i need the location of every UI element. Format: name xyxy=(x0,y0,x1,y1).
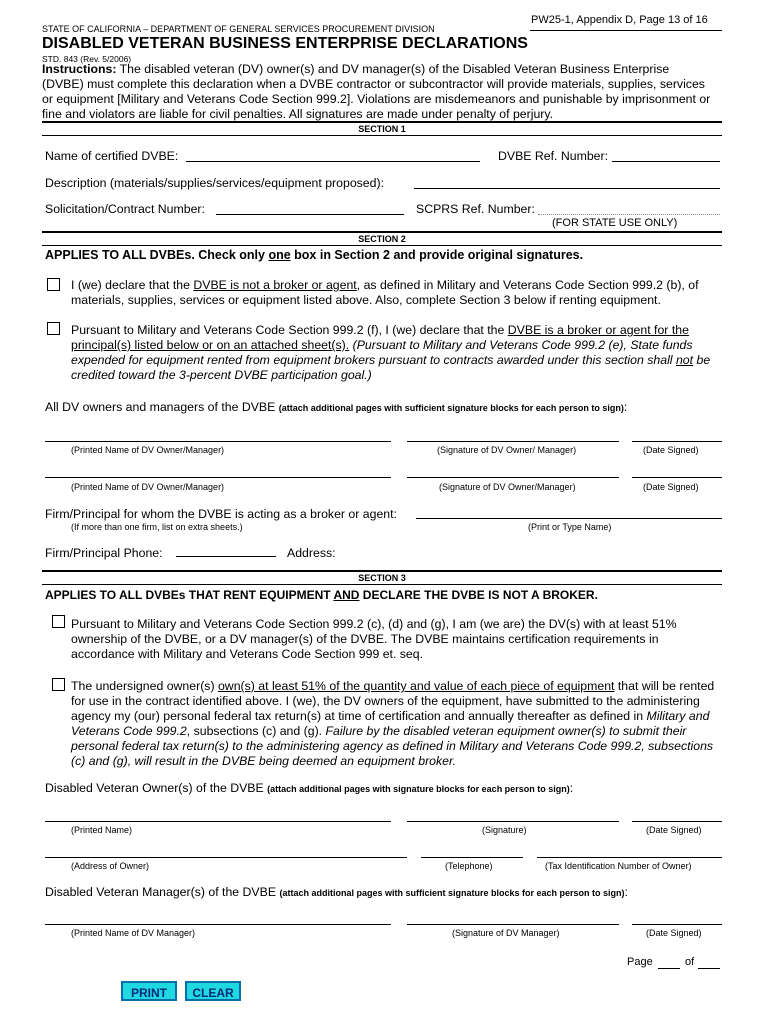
s3-owners-b: (attach additional pages with signature blocks for each person to sign) xyxy=(267,784,570,794)
owner-telephone-field[interactable] xyxy=(421,857,523,858)
dv-owner-name-field[interactable] xyxy=(45,821,391,822)
owner-name-2-field[interactable] xyxy=(45,477,391,478)
s3-date-label: (Date Signed) xyxy=(646,825,702,835)
s3-opt2-line4-i: Veterans Code 999.2 xyxy=(71,724,187,738)
owner-address-field[interactable] xyxy=(45,857,407,858)
s3-signature-label: (Signature) xyxy=(482,825,527,835)
dvbe-name-field[interactable] xyxy=(186,161,480,162)
broker-checkbox[interactable] xyxy=(47,322,60,335)
section-2-header: SECTION 2 xyxy=(42,231,722,246)
clear-button[interactable]: CLEAR xyxy=(185,981,241,1001)
s3-opt2-line5: personal federal tax return(s) to the administering agency as defined in Military and Veterans Code 999.2, subsections xyxy=(71,739,714,753)
opt1-b: , as defined in Military and Veterans Code Section 999.2 (b), of xyxy=(356,278,699,292)
mgr-printed-label: (Printed Name of DV Manager) xyxy=(71,928,196,938)
s3-opt2-line3-a: agency my (our) personal federal tax return(s) at time of certification and annually thereafter as defined in xyxy=(71,709,647,723)
s3-opt2-line6: (c) and (g), will result in the DVBE being deemed an equipment broker. xyxy=(71,754,457,768)
signature-1-label: (Signature of DV Owner/ Manager) xyxy=(437,445,577,455)
not-broker-text xyxy=(71,278,699,308)
description-field[interactable] xyxy=(414,188,720,189)
owners-managers-label xyxy=(45,400,627,416)
firm-note: (If more than one firm, list on extra sheets.) xyxy=(71,522,243,532)
dv-manager-date-field[interactable] xyxy=(632,924,722,925)
instructions-line-3: or equipment [Military and Veterans Code Section 999.2]. Violations are misdemeanors and punishable by imprisonment or xyxy=(42,92,711,106)
section-2-applies-b: box in Section 2 and provide original signatures. xyxy=(290,248,584,262)
equipment-owner-text xyxy=(71,679,714,769)
owners-c: : xyxy=(623,400,628,414)
section-3-applies-b: DECLARE THE DVBE IS NOT A BROKER. xyxy=(359,588,598,602)
s3-opt2-line2: for use in the contract identified above. I (we), the DV owners of the equipment, have submitted to the administering xyxy=(71,694,700,708)
dvbe-name-label: Name of certified DVBE: xyxy=(45,149,179,163)
solicitation-label: Solicitation/Contract Number: xyxy=(45,202,205,216)
dv-owner-signature-field[interactable] xyxy=(407,821,619,822)
s3-opt1-line1: Pursuant to Military and Veterans Code Section 999.2 (c), (d) and (g), I am (we are) the DV(s) with at least 51% xyxy=(71,617,677,631)
dvbe-ref-label: DVBE Ref. Number: xyxy=(498,149,609,163)
page-reference: PW25-1, Appendix D, Page 13 of 16 xyxy=(531,14,708,26)
rent-owner-checkbox[interactable] xyxy=(52,615,65,628)
dv-owners-label xyxy=(45,781,573,797)
firm-phone-field[interactable] xyxy=(176,556,276,557)
owner-signature-1-field[interactable] xyxy=(407,441,619,442)
broker-text xyxy=(71,323,710,383)
description-label: Description (materials/supplies/services/equipment proposed): xyxy=(45,176,384,190)
s3-opt2-u: own(s) at least 51% of the quantity and value of each piece of equipment xyxy=(217,679,615,693)
print-or-type-label: (Print or Type Name) xyxy=(528,522,612,532)
mgr-signature-label: (Signature of DV Manager) xyxy=(452,928,560,938)
address-owner-label: (Address of Owner) xyxy=(71,861,150,871)
page-label: Page xyxy=(627,956,653,968)
s3-opt1-line2: ownership of the DVBE, or a DV manager(s) of the DVBE. The DVBE maintains certification requirements in xyxy=(71,632,659,646)
equipment-owner-checkbox[interactable] xyxy=(52,678,65,691)
section-2-applies-a: APPLIES TO ALL DVBEs. Check only xyxy=(45,248,269,262)
s3-opt2-line4-b: Failure by the disabled veteran equipment owner(s) to submit their xyxy=(325,724,687,738)
tax-id-label: (Tax Identification Number of Owner) xyxy=(545,861,692,871)
firm-phone-label: Firm/Principal Phone: xyxy=(45,546,163,560)
s3-opt2-b: that will be rented xyxy=(614,679,715,693)
instructions xyxy=(42,62,742,122)
s3-opt2-line3-i: Military and xyxy=(646,709,710,723)
printed-name-1-label: (Printed Name of DV Owner/Manager) xyxy=(71,445,225,455)
firm-principal-field[interactable] xyxy=(416,518,722,519)
form-title: DISABLED VETERAN BUSINESS ENTERPRISE DECLARATIONS xyxy=(42,35,528,52)
instructions-line-4: fine and violators are liable for civil penalties. All signatures are made under penalty of perjury. xyxy=(42,107,554,121)
s3-opt2-line4-a: , subsections (c) and (g). xyxy=(186,724,326,738)
owner-name-1-field[interactable] xyxy=(45,441,391,442)
opt2-a: Pursuant to Military and Veterans Code Section 999.2 (f), I (we) declare that the xyxy=(71,323,508,337)
section-1-header: SECTION 1 xyxy=(42,121,722,136)
instructions-line-2: (DVBE) must complete this declaration when a DVBE contractor or subcontractor will provide materials, supplies, services xyxy=(42,77,705,91)
s3-opt2-a: The undersigned owner(s) xyxy=(71,679,218,693)
not-broker-checkbox[interactable] xyxy=(47,278,60,291)
owners-b: (attach additional pages with sufficient signature blocks for each person to sign) xyxy=(278,403,624,413)
rent-owner-text xyxy=(71,617,677,662)
dv-manager-signature-field[interactable] xyxy=(407,924,619,925)
signature-2-label: (Signature of DV Owner/Manager) xyxy=(439,482,576,492)
owner-tax-id-field[interactable] xyxy=(537,857,722,858)
scprs-field[interactable] xyxy=(538,214,720,215)
instructions-label: Instructions: xyxy=(42,62,117,76)
s3-managers-a: Disabled Veteran Manager(s) of the DVBE xyxy=(45,885,280,899)
form-number: STD. 843 (Rev. 5/2006) xyxy=(42,54,132,64)
s3-printed-name-label: (Printed Name) xyxy=(71,825,133,835)
date-1-label: (Date Signed) xyxy=(643,445,699,455)
s3-owners-a: Disabled Veteran Owner(s) of the DVBE xyxy=(45,781,268,795)
opt2-line3-u: not xyxy=(675,353,694,367)
telephone-label: (Telephone) xyxy=(445,861,493,871)
state-use-note: (FOR STATE USE ONLY) xyxy=(552,217,678,229)
date-2-label: (Date Signed) xyxy=(643,482,699,492)
dvbe-ref-field[interactable] xyxy=(612,161,720,162)
firm-principal-label: Firm/Principal for whom the DVBE is acting as a broker or agent: xyxy=(45,507,397,521)
opt2-line4: credited toward the 3-percent DVBE participation goal.) xyxy=(71,368,372,382)
section-3-applies-a: APPLIES TO ALL DVBEs THAT RENT EQUIPMENT xyxy=(45,588,334,602)
opt1-a: I (we) declare that the xyxy=(71,278,194,292)
owner-date-1-field[interactable] xyxy=(632,441,722,442)
mgr-date-label: (Date Signed) xyxy=(646,928,702,938)
s3-owners-c: : xyxy=(569,781,574,795)
owner-date-2-field[interactable] xyxy=(632,477,722,478)
scprs-label: SCPRS Ref. Number: xyxy=(416,202,535,216)
s3-opt1-line3: accordance with Military and Veterans Code Section 999 et. seq. xyxy=(71,647,424,661)
opt2-line2-i: (Pursuant to Military and Veterans Code 999.2 (e), State funds xyxy=(349,338,693,352)
of-label: of xyxy=(685,956,695,968)
page-number-field[interactable] xyxy=(658,968,680,969)
opt1-u: DVBE is not a broker or agent xyxy=(193,278,357,292)
instructions-line-1: The disabled veteran (DV) owner(s) and DV manager(s) of the Disabled Veteran Business Enterprise xyxy=(116,62,670,76)
owner-signature-2-field[interactable] xyxy=(407,477,619,478)
section-3-applies xyxy=(45,588,598,602)
header-rule xyxy=(530,30,722,31)
page-total-field[interactable] xyxy=(698,968,720,969)
section-2-applies xyxy=(45,248,583,262)
opt2-line3-a: expended for equipment rented from equipment brokers pursuant to contracts awarded under this section shall xyxy=(71,353,676,367)
opt2-u: DVBE is a broker or agent for the xyxy=(507,323,689,337)
section-2-applies-one: one xyxy=(268,248,291,262)
dv-owner-date-field[interactable] xyxy=(632,821,722,822)
dv-managers-label xyxy=(45,885,628,901)
printed-name-2-label: (Printed Name of DV Owner/Manager) xyxy=(71,482,225,492)
owners-a: All DV owners and managers of the DVBE xyxy=(45,400,279,414)
section-3-header: SECTION 3 xyxy=(42,570,722,585)
dv-manager-name-field[interactable] xyxy=(45,924,391,925)
agency-line: STATE OF CALIFORNIA – DEPARTMENT OF GENERAL SERVICES PROCUREMENT DIVISION xyxy=(42,24,435,34)
s3-managers-b: (attach additional pages with sufficient signature blocks for each person to sign) xyxy=(279,888,625,898)
s3-managers-c: : xyxy=(624,885,628,899)
section-3-applies-and: AND xyxy=(333,588,360,602)
opt2-line2-u: principal(s) listed below or on an attached sheet(s). xyxy=(71,338,350,352)
firm-address-label: Address: xyxy=(287,546,336,560)
print-button[interactable]: PRINT xyxy=(121,981,177,1001)
solicitation-field[interactable] xyxy=(216,214,404,215)
opt1-line2: materials, supplies, services or equipment listed above. Also, complete Section 3 below if renting equipment. xyxy=(71,293,661,307)
opt2-line3-b: be xyxy=(693,353,711,367)
